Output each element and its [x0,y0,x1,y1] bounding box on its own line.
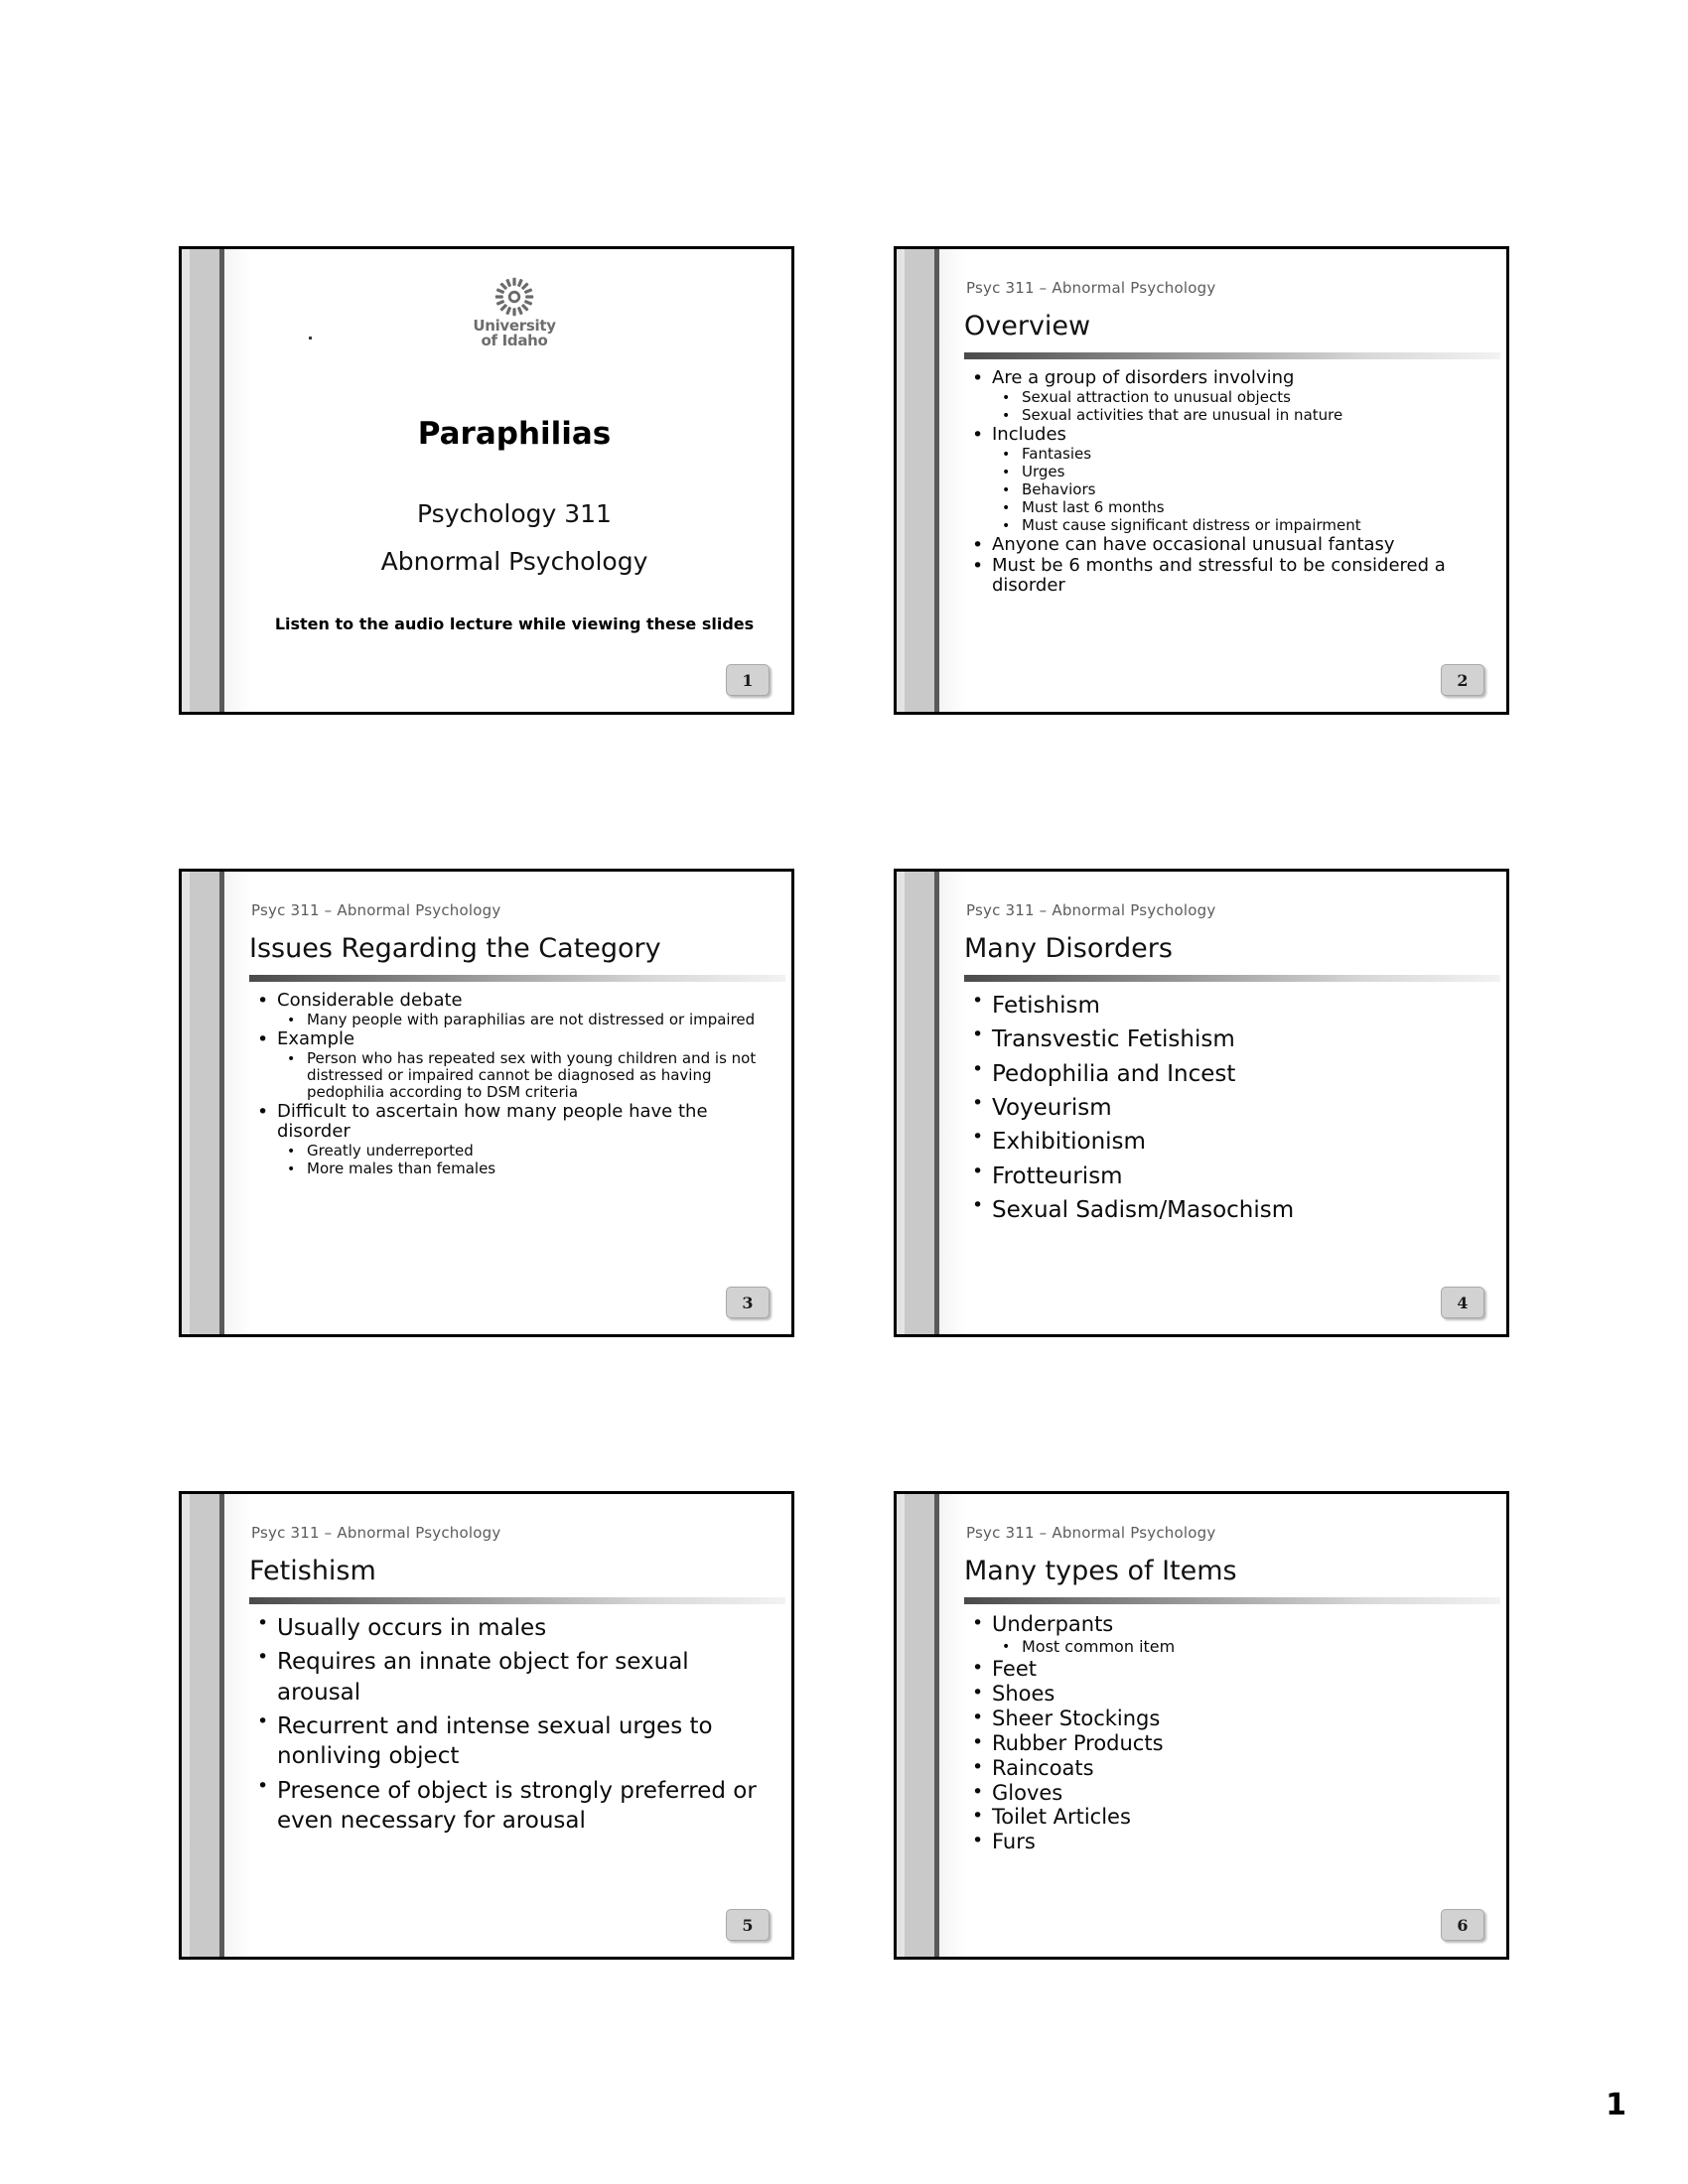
bullet-item: • Fetishism [966,991,1490,1021]
slide-2-number-badge: 2 [1441,664,1484,696]
slide-2[interactable] [894,246,1509,715]
bullet-item: • Pedophilia and Incest [966,1059,1490,1089]
slide-5-title: Fetishism [249,1556,376,1586]
bullet-item: • Must last 6 months [966,499,1490,516]
slide-4-kicker: Psyc 311 – Abnormal Psychology [966,901,1216,919]
bullet-item: • Person who has repeated sex with young children and is not distressed or impaired cannot be diagnosed as having pedophilia according to DSM criteria [251,1050,775,1101]
slide-6-number-badge: 6 [1441,1909,1484,1941]
slide-6-canvas [897,1494,1506,1957]
slide-5-left-band [190,1494,219,1957]
slide-6-title: Many types of Items [964,1556,1237,1586]
slide-6-bullet-list [966,1613,1490,1855]
slide-1-title: Paraphilias [417,416,612,452]
slide-2-left-band [905,249,934,712]
slide-2-canvas [897,249,1506,712]
slide-1-left-rule [219,249,224,712]
bullet-item: • Presence of object is strongly preferred or even necessary for arousal [251,1776,775,1837]
slide-grid [179,246,1509,1960]
slide-5-body [237,1494,791,1957]
bullet-item: • Exhibitionism [966,1127,1490,1157]
bullet-item: • Toilet Articles [966,1806,1490,1830]
university-logo [237,277,791,348]
slide-3-title-rule [249,975,785,982]
bullet-item: • Many people with paraphilias are not distressed or impaired [251,1012,775,1028]
bullet-item: • Raincoats [966,1757,1490,1781]
bullet-item: • Urges [966,464,1490,480]
bullet-item: • Difficult to ascertain how many people have the disorder [251,1102,775,1142]
slide-1[interactable] [179,246,794,715]
bullet-item: • Sexual activities that are unusual in nature [966,407,1490,424]
slide-2-body [952,249,1506,712]
slide-3-title: Issues Regarding the Category [249,933,661,964]
bullet-item: • Shoes [966,1683,1490,1706]
slide-2-title-rule [964,352,1500,359]
slide-3-bullet-list [251,991,775,1178]
slide-4-title-rule [964,975,1500,982]
university-of-idaho-seal-icon [494,277,534,317]
slide-4-left-rule [934,872,939,1334]
slide-6-kicker: Psyc 311 – Abnormal Psychology [966,1524,1216,1542]
slide-1-number-badge: 1 [726,664,770,696]
bullet-item: • Sexual Sadism/Masochism [966,1195,1490,1225]
bullet-item: • Fantasies [966,446,1490,463]
slide-6-title-rule [964,1597,1500,1604]
logo-line-2: of Idaho [481,332,548,349]
slide-6[interactable] [894,1491,1509,1960]
slide-1-subtitle-course: Psychology 311 [417,499,612,528]
bullet-item: • Furs [966,1831,1490,1854]
slide-4-left-band [905,872,934,1334]
slide-3-left-band [190,872,219,1334]
slide-5-left-rule [219,1494,224,1957]
slide-2-kicker: Psyc 311 – Abnormal Psychology [966,279,1216,297]
slide-1-body [237,249,791,712]
slide-3-left-rule [219,872,224,1334]
slide-5[interactable] [179,1491,794,1960]
slide-2-title: Overview [964,311,1091,341]
bullet-item: • Usually occurs in males [251,1613,775,1643]
slide-6-left-rule [934,1494,939,1957]
bullet-item: • Considerable debate [251,991,775,1011]
bullet-item: • Must cause significant distress or impairment [966,517,1490,534]
slide-1-canvas [182,249,791,712]
slide-4-canvas [897,872,1506,1334]
slide-3-canvas [182,872,791,1334]
slide-2-bullet-list [966,368,1490,597]
slide-2-left-rule [934,249,939,712]
slide-5-canvas [182,1494,791,1957]
bullet-item: • Transvestic Fetishism [966,1024,1490,1054]
slide-3-number-badge: 3 [726,1287,770,1318]
slide-4-title: Many Disorders [964,933,1173,964]
bullet-item: • Recurrent and intense sexual urges to nonliving object [251,1711,775,1772]
bullet-item: • Rubber Products [966,1732,1490,1756]
slide-1-left-band [190,249,219,712]
bullet-item: • Most common item [966,1638,1490,1657]
bullet-item: • Example [251,1029,775,1049]
bullet-item: • Sheer Stockings [966,1707,1490,1731]
bullet-item: • Gloves [966,1782,1490,1806]
page-number: 1 [1606,2088,1626,2122]
slide-6-body [952,1494,1506,1957]
bullet-item: • Behaviors [966,481,1490,498]
bullet-item: • Feet [966,1658,1490,1682]
slide-5-title-rule [249,1597,785,1604]
slide-5-kicker: Psyc 311 – Abnormal Psychology [251,1524,501,1542]
bullet-item: • Frotteurism [966,1161,1490,1191]
slide-4-body [952,872,1506,1334]
slide-3-body [237,872,791,1334]
slide-5-number-badge: 5 [726,1909,770,1941]
slide-4[interactable] [894,869,1509,1337]
bullet-item: • More males than females [251,1160,775,1177]
slide-4-bullet-list [966,991,1490,1230]
slide-1-audio-note: Listen to the audio lecture while viewing these slides [274,614,755,633]
slide-5-bullet-list [251,1613,775,1841]
bullet-item: • Includes [966,425,1490,445]
bullet-item: • Underpants [966,1613,1490,1637]
bullet-item: • Sexual attraction to unusual objects [966,389,1490,406]
bullet-item: • Are a group of disorders involving [966,368,1490,388]
slide-6-left-band [905,1494,934,1957]
slide-1-subtitle-department: Abnormal Psychology [380,547,648,576]
slide-3-kicker: Psyc 311 – Abnormal Psychology [251,901,501,919]
bullet-item: • Voyeurism [966,1093,1490,1123]
bullet-item: • Requires an innate object for sexual arousal [251,1647,775,1707]
bullet-item: • Must be 6 months and stressful to be considered a disorder [966,556,1490,596]
slide-4-number-badge: 4 [1441,1287,1484,1318]
logo-line-1: University [473,317,556,335]
bullet-item: • Greatly underreported [251,1143,775,1160]
slide-3[interactable] [179,869,794,1337]
bullet-item: • Anyone can have occasional unusual fantasy [966,535,1490,555]
